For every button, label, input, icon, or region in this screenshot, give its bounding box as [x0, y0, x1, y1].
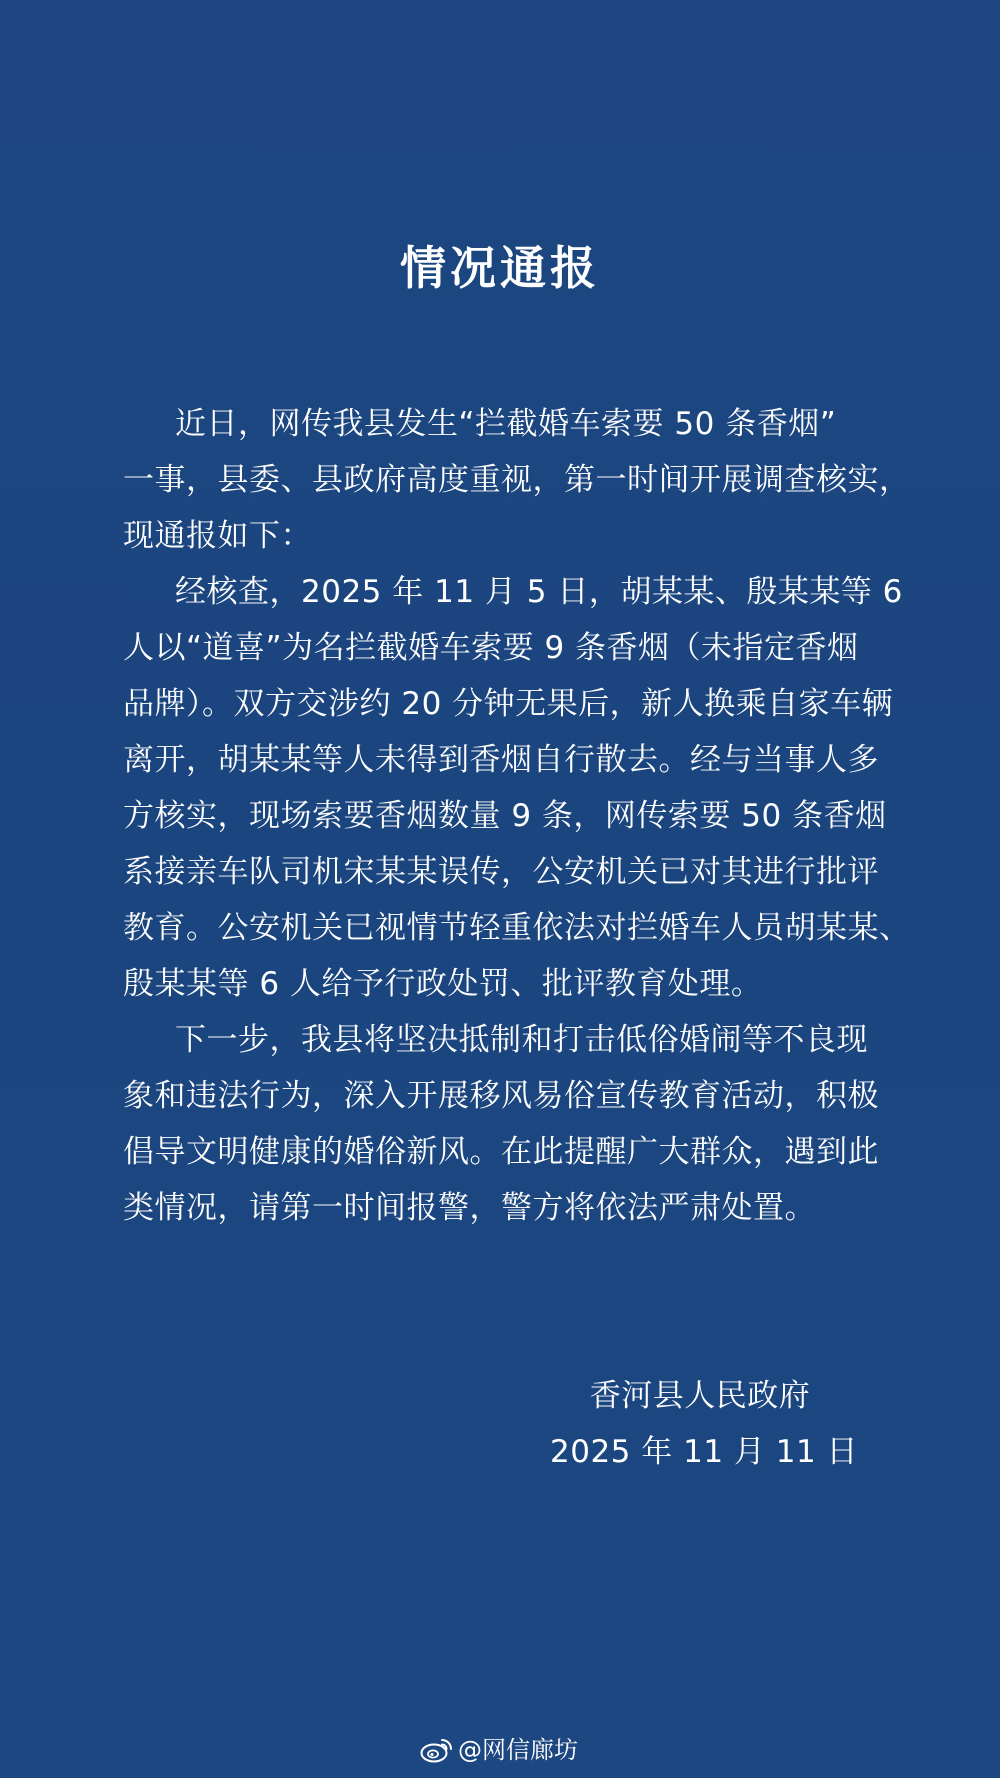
watermark [420, 1732, 578, 1768]
text-line: 一事，县委、县政府高度重视，第一时间开展调查核实， [123, 462, 911, 498]
paragraph-next-steps [123, 1012, 923, 1236]
signature-org: 香河县人民政府 [589, 1378, 811, 1414]
text-line: 近日，网传我县发生“拦截婚车索要 50 条香烟” [175, 406, 837, 442]
text-line: 系接亲车队司机宋某某误传，公安机关已对其进行批评 [123, 854, 879, 890]
notice-title: 情况通报 [400, 241, 600, 295]
text-line: 离开，胡某某等人未得到香烟自行散去。经与当事人多 [123, 742, 879, 778]
paragraph-findings [123, 564, 923, 1012]
text-line: 类情况，请第一时间报警，警方将依法严肃处置。 [123, 1190, 816, 1226]
text-line: 现通报如下： [123, 518, 312, 554]
paragraph-intro [123, 396, 923, 564]
text-line: 下一步，我县将坚决抵制和打击低俗婚闹等不良现 [175, 1022, 868, 1058]
text-line: 方核实，现场索要香烟数量 9 条，网传索要 50 条香烟 [123, 798, 887, 834]
signature-date: 2025 年 11 月 11 日 [550, 1434, 859, 1470]
notice-body [123, 396, 923, 1236]
signature-block [550, 1368, 859, 1480]
text-line: 人以“道喜”为名拦截婚车索要 9 条香烟（未指定香烟 [123, 630, 859, 666]
watermark-text: @网信廊坊 [458, 1736, 578, 1764]
text-line: 殷某某等 6 人给予行政处罚、批评教育处理。 [123, 966, 763, 1002]
text-line: 品牌）。双方交涉约 20 分钟无果后，新人换乘自家车辆 [123, 686, 894, 722]
weibo-icon [420, 1736, 454, 1764]
text-line: 倡导文明健康的婚俗新风。在此提醒广大群众，遇到此 [123, 1134, 879, 1170]
text-line: 象和违法行为，深入开展移风易俗宣传教育活动，积极 [123, 1078, 879, 1114]
text-line: 经核查，2025 年 11 月 5 日，胡某某、殷某某等 6 [175, 574, 903, 610]
text-line: 教育。公安机关已视情节轻重依法对拦婚车人员胡某某、 [123, 910, 911, 946]
